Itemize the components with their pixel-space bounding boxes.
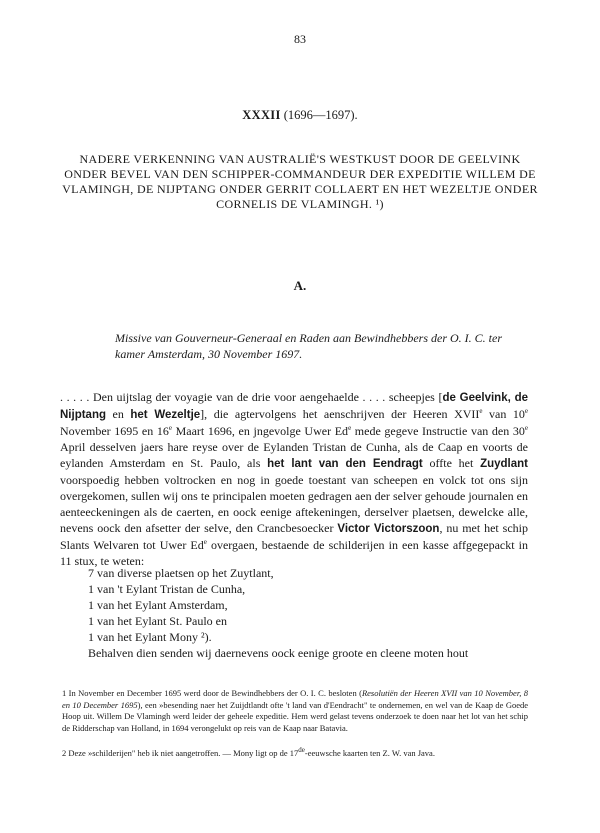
ship-name-wezeltje: het Wezeltje xyxy=(130,409,201,421)
place-eendragt: het lant van den Eendragt xyxy=(267,458,423,470)
body-paragraph: . . . . . Den uijtslag der voyagie van de drie voor aengehaelde . . . . scheepjes [de Geelvink, de Nijptang en het Wezeltje], die agtervolgens het aenschrijven der Heeren XVIIe van 10e November 1695 en 16e Maart 1696, en jngevolge Uwer Ed$^e$ mede gegeve Instructie van den 30e April desselven jaers hare reyse over de Eylanden Tristan de Cunha, als de Caap en voorts de eylanden Amsterdam en St. Paulo, als het lant van den Eendragt offte het Zuydlant voorspoedig hebben voltrocken en nog in goede toestant van scheepen en volck tot ons sijn overgekomen, sullen wij ons te principalen moeten gedragen aen der selver gehoude journalen en aenteeckeningen als de caerten, en oock eenige aftekeningen, derselver plaetsen, dewelcke alle, nevens oock den afsetter der selve, den Crancbesoecker Victor Victorszoon, nu met het schip Slants Welvaren tot Uwer Ed$^e$ overgaen, bestaende de schilderijen in een kasse affgegepackt in 11 stux, te weten: xyxy=(60,390,529,568)
footnote-2: 2 Deze »schilderijen" heb ik niet aangetroffen. — Mony ligt op de 17de-eeuwsche kaarten ten Z. W. van Java. xyxy=(62,746,435,758)
letter-subtitle: Missive van Gouverneur-Generaal en Raden aan Bewindhebbers der O. I. C. ter kamer Amsterdam, 30 November 1697. xyxy=(115,331,503,361)
closing-line: Behalven dien senden wij daernevens oock eenige groote en cleene moten hout xyxy=(88,646,469,660)
section-label: A. xyxy=(293,278,307,293)
list-item: 7 van diverse plaetsen op het Zuytlant, xyxy=(88,566,274,580)
chapter-numeral: XXXII xyxy=(242,108,281,122)
ship-names: de Geelvink, de Nijptang xyxy=(60,392,529,421)
footnote-1: 1 In November en December 1695 werd door de Bewindhebbers der O. I. C. besloten (Resolutiën der Heeren XVII van 10 November, 8 en 10 December 1695), een »besending naer het Zuijdtlandt ofte 't land van d'Eendracht" te ondernemen, en wel van de Kaap de Goede Hoop uit. Willem De Vlamingh werd leider der geheele expeditie. Hem werd gelast tevens onderzoek te doen naar het lot van het schip de Ridderschap van Holland, in 1694 verongelukt op reis van de Kaap naar Batavia. xyxy=(62,688,529,733)
heading-text: NADERE VERKENNING VAN AUSTRALIË'S WESTKUST DOOR DE GEELVINK ONDER BEVEL VAN DEN SCHIPPER-COMMANDEUR DER EXPEDITIE WILLEM DE VLAMINGH, DE NIJPTANG ONDER GERRIT COLLAERT EN HET WEZELTJE ONDER CORNELIS DE VLAMINGH. xyxy=(62,152,538,211)
person-victor: Victor Victorszoon xyxy=(337,523,440,535)
chapter-title xyxy=(0,108,600,123)
document-heading xyxy=(60,152,540,212)
list-item: 1 van het Eylant St. Paulo en xyxy=(88,614,227,628)
heading-footnote-ref: ¹) xyxy=(375,197,384,211)
painting-list xyxy=(88,565,274,645)
list-item: 1 van het Eylant Mony ²). xyxy=(88,630,212,644)
body-text xyxy=(60,389,528,569)
place-zuydlant: Zuydlant xyxy=(480,458,528,470)
list-item: 1 van het Eylant Amsterdam, xyxy=(88,598,228,612)
page-number: 83 xyxy=(294,32,306,46)
chapter-years: (1696—1697). xyxy=(283,108,358,122)
list-item: 1 van 't Eylant Tristan de Cunha, xyxy=(88,582,246,596)
